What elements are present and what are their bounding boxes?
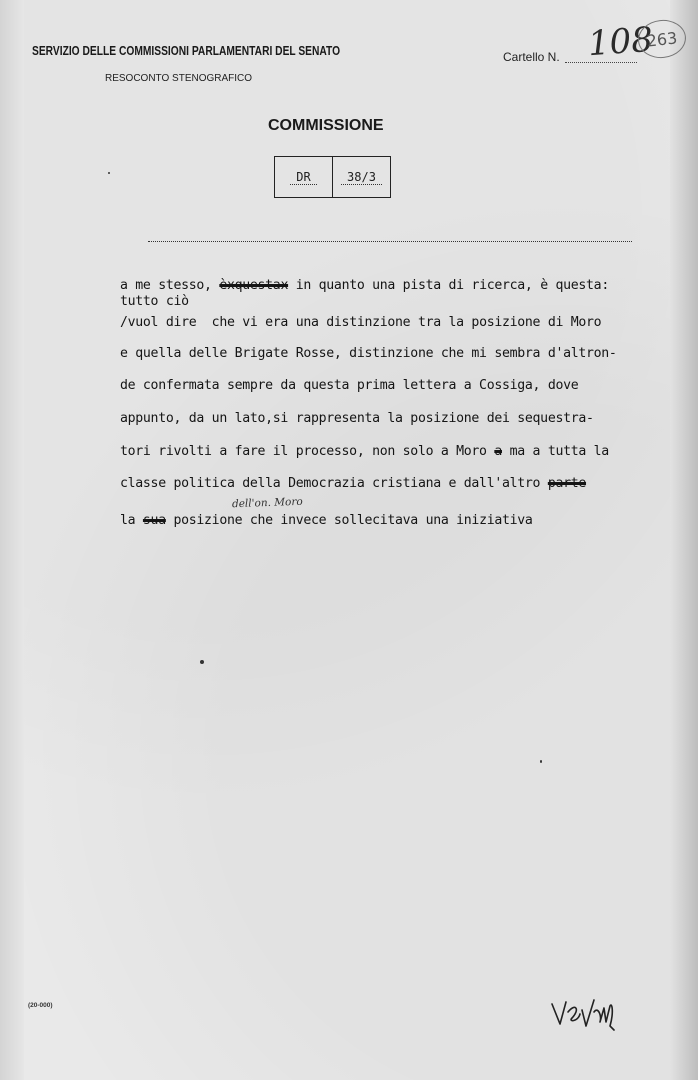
reference-box-right-cell: [332, 157, 390, 197]
transcript-line-7: [120, 444, 609, 459]
transcript-line-1: [120, 278, 609, 293]
transcript-line-9: [120, 513, 533, 528]
page-number-stamp: 263: [636, 18, 688, 61]
line-text: dire che vi era una distinzione tra la posizione di Moro: [158, 315, 602, 330]
cartello-number-handwritten: 108: [586, 19, 655, 65]
struck-text: a: [494, 444, 502, 459]
line-text: tori rivolti a fare il processo, non solo a Moro: [120, 444, 495, 459]
line-text: posizione che invece sollecitava una iniziativa: [165, 513, 533, 528]
reference-code: DR: [290, 170, 316, 185]
line-text: a me stesso,: [120, 278, 220, 293]
struck-text: èxquestax: [219, 278, 289, 293]
paper-speck: [200, 660, 204, 664]
paper-speck: [108, 172, 110, 174]
line-text: vuol: [127, 315, 159, 330]
transcript-line-4: e quella delle Brigate Rosse, distinzione che mi sembra d'altron-: [120, 346, 617, 361]
line-text: o: [532, 476, 548, 491]
struck-text: parte: [547, 476, 587, 491]
line-text: la: [120, 513, 143, 528]
transcript-line-8: [120, 476, 586, 491]
reference-box-left-cell: [275, 157, 332, 197]
transcript-line-2: tutto ciò: [120, 294, 189, 309]
cartello-label: Cartello N.: [503, 50, 560, 64]
struck-text: sua: [142, 513, 166, 528]
reference-box: [274, 156, 391, 198]
dotted-separator: [148, 241, 632, 242]
form-code: (20-000): [28, 1002, 53, 1009]
paper-speck: [540, 760, 542, 763]
signature-scribble: [550, 992, 630, 1034]
page-edge-left: [0, 0, 24, 1080]
transcript-line-3: [120, 315, 601, 330]
reference-number: 38/3: [341, 170, 382, 185]
line-text: ma a tutta la: [501, 444, 609, 459]
document-title: COMMISSIONE: [268, 117, 384, 134]
line-text: classe politica della Democrazia cristiana e dall'altr: [120, 476, 533, 491]
handwritten-insertion: dell'on. Moro: [231, 495, 303, 511]
line-text: in quanto una pista di ricerca, è questa:: [288, 278, 609, 293]
page-edge-right: [670, 0, 698, 1080]
transcript-line-5: de confermata sempre da questa prima lettera a Cossiga, dove: [120, 378, 579, 393]
transcript-line-6: appunto, da un lato,si rappresenta la posizione dei sequestra-: [120, 411, 594, 426]
handwritten-mark: /: [120, 315, 128, 330]
institution-heading: SERVIZIO DELLE COMMISSIONI PARLAMENTARI DEL SENATO: [32, 44, 341, 58]
report-subtitle: RESOCONTO STENOGRAFICO: [105, 73, 253, 84]
